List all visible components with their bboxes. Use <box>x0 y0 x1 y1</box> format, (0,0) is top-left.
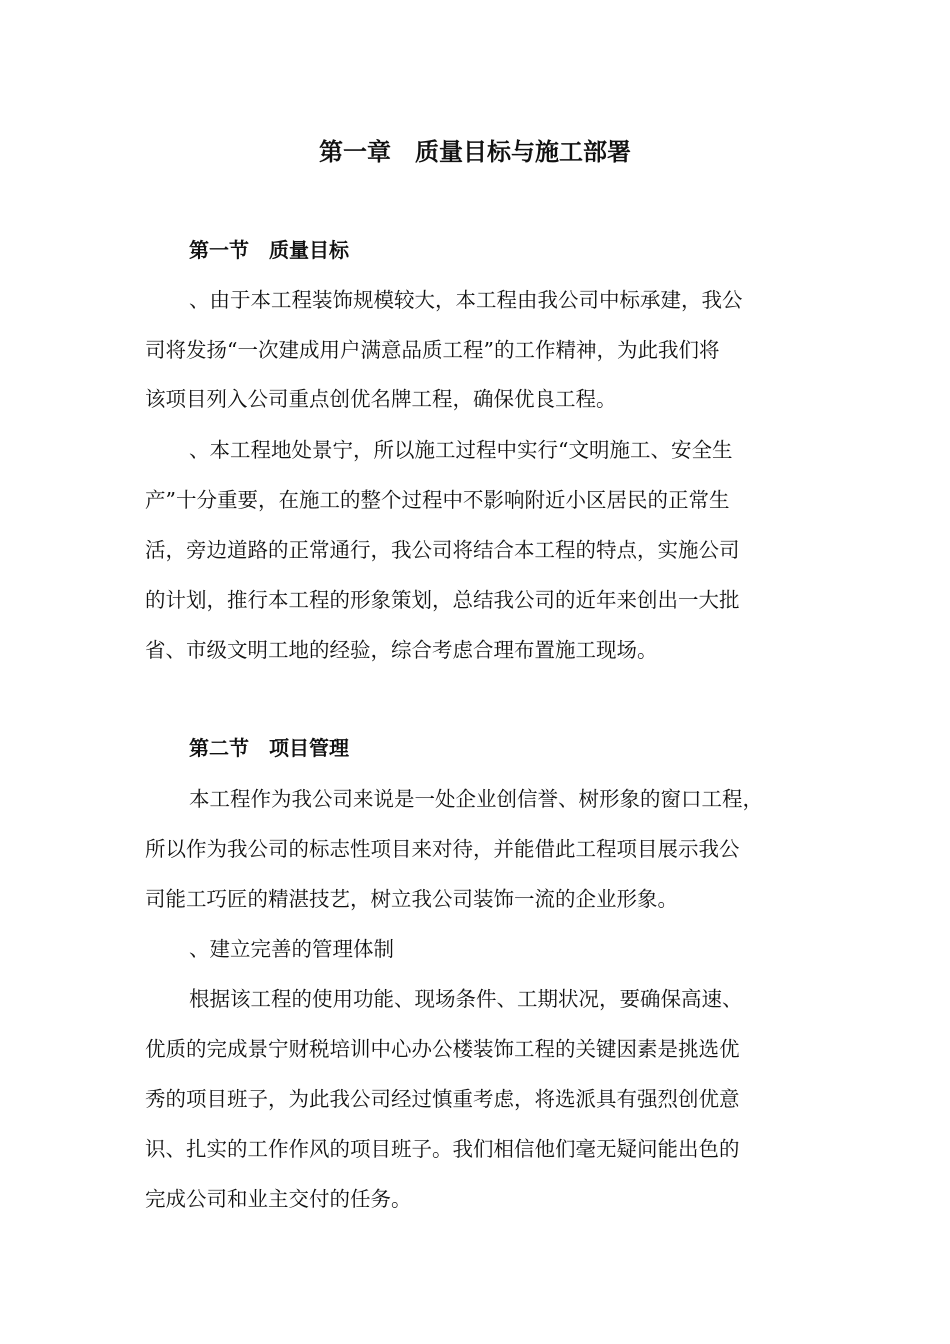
paragraph-line: 、建立完善的管理体制 <box>189 937 394 961</box>
paragraph-line: 司将发扬“一次建成用户满意品质工程”的工作精神，为此我们将 <box>145 338 720 362</box>
paragraph-line: 司能工巧匠的精湛技艺，树立我公司装饰一流的企业形象。 <box>145 887 678 911</box>
paragraph-line: 的计划，推行本工程的形象策划，总结我公司的近年来创出一大批 <box>145 588 740 612</box>
section-title-quality-goals: 第一节 质量目标 <box>189 238 349 262</box>
paragraph-line: 所以作为我公司的标志性项目来对待，并能借此工程项目展示我公 <box>145 837 740 861</box>
section-title-project-management: 第二节 项目管理 <box>189 736 349 760</box>
paragraph-line: 、由于本工程装饰规模较大，本工程由我公司中标承建，我公 <box>189 288 743 312</box>
paragraph-line: 识、扎实的工作作风的项目班子。我们相信他们毫无疑问能出色的 <box>145 1137 740 1161</box>
chapter-title: 第一章 质量目标与施工部署 <box>319 138 631 166</box>
paragraph-line: 省、市级文明工地的经验，综合考虑合理布置施工现场。 <box>145 638 658 662</box>
paragraph-line: 活，旁边道路的正常通行，我公司将结合本工程的特点，实施公司 <box>145 538 740 562</box>
paragraph-line: 秀的项目班子，为此我公司经过慎重考虑，将选派具有强烈创优意 <box>145 1087 740 1111</box>
paragraph-line: 产”十分重要，在施工的整个过程中不影响附近小区居民的正常生 <box>145 488 730 512</box>
paragraph-line: 根据该工程的使用功能、现场条件、工期状况，要确保高速、 <box>189 987 743 1011</box>
paragraph-line: 本工程作为我公司来说是一处企业创信誉、树形象的窗口工程， <box>189 787 763 811</box>
paragraph-line: 优质的完成景宁财税培训中心办公楼装饰工程的关键因素是挑选优 <box>145 1037 740 1061</box>
paragraph-line: 、本工程地处景宁，所以施工过程中实行“文明施工、安全生 <box>189 438 733 462</box>
paragraph-line: 该项目列入公司重点创优名牌工程，确保优良工程。 <box>145 387 617 411</box>
paragraph-line: 完成公司和业主交付的任务。 <box>145 1187 412 1211</box>
